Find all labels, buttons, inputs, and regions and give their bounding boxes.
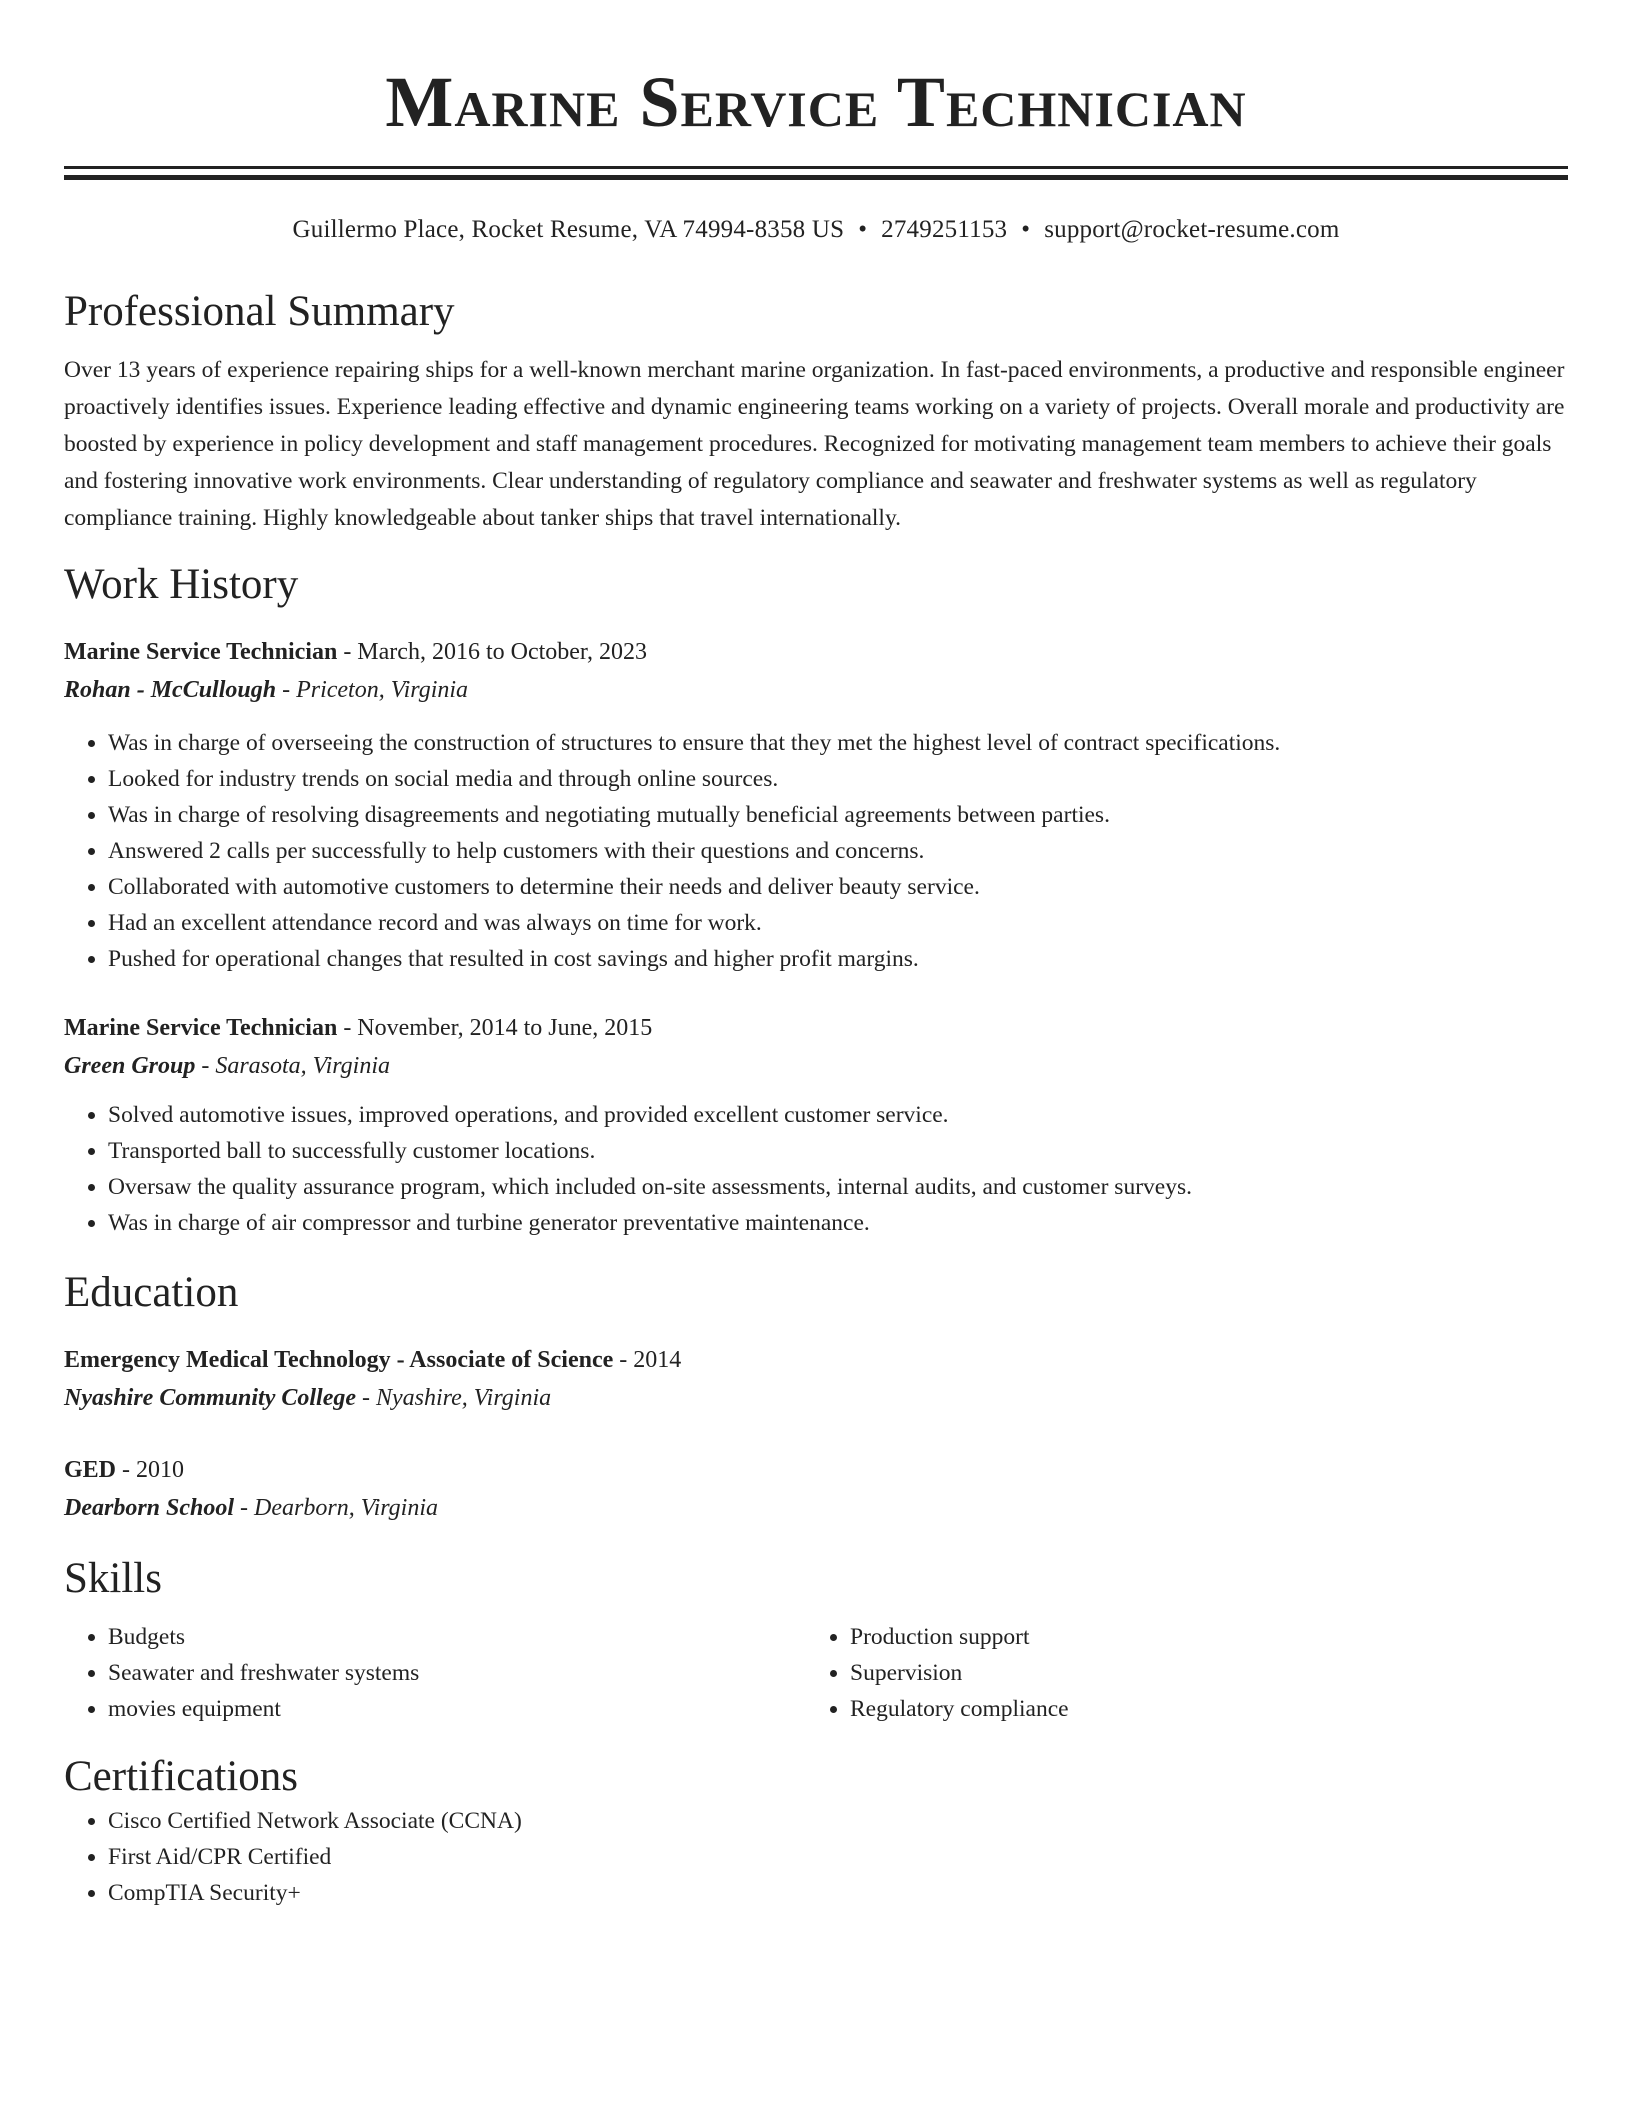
education-entry bbox=[64, 1341, 1568, 1417]
bullet-separator: • bbox=[858, 216, 868, 243]
job-header bbox=[64, 633, 1568, 671]
job-entry bbox=[64, 633, 1568, 977]
bullet-separator: • bbox=[1021, 216, 1031, 243]
education-location: - Nyashire, Virginia bbox=[356, 1385, 552, 1411]
education-header bbox=[64, 1451, 1568, 1489]
education-entry bbox=[64, 1451, 1568, 1527]
education-year: - 2014 bbox=[613, 1347, 682, 1373]
contact-address: Guillermo Place, Rocket Resume, VA 74994-8358 US bbox=[292, 216, 845, 243]
job-bullet: • Answered 2 calls per successfully to help customers with their questions and concerns. bbox=[108, 833, 1568, 869]
certifications-heading: Certifications bbox=[64, 1753, 299, 1800]
job-bullet: • Had an excellent attendance record and was always on time for work. bbox=[108, 905, 1568, 941]
education-heading: Education bbox=[64, 1269, 239, 1316]
job-location: - Priceton, Virginia bbox=[276, 677, 469, 703]
skills-grid bbox=[64, 1619, 1568, 1727]
job-employer bbox=[64, 671, 1568, 709]
job-company: Green Group bbox=[64, 1053, 196, 1079]
work-history-heading: Work History bbox=[64, 561, 299, 608]
job-entry bbox=[64, 1009, 1568, 1241]
job-bullet: • Collaborated with automotive customers to determine their needs and deliver beauty service. bbox=[108, 869, 1568, 905]
job-title: Marine Service Technician bbox=[64, 1015, 338, 1041]
job-header bbox=[64, 1009, 1568, 1047]
education-school-line bbox=[64, 1489, 1568, 1527]
summary-heading: Professional Summary bbox=[64, 288, 455, 335]
education-school: Dearborn School bbox=[64, 1495, 235, 1521]
education-header bbox=[64, 1341, 1568, 1379]
job-bullet: • Solved automotive issues, improved operations, and provided excellent customer service. bbox=[108, 1097, 1568, 1133]
skill-item: • Budgets bbox=[108, 1619, 806, 1655]
education-school-line bbox=[64, 1379, 1568, 1417]
education-degree: Emergency Medical Technology - Associate of Science bbox=[64, 1347, 614, 1373]
skill-item: • Production support bbox=[850, 1619, 1548, 1655]
job-location: - Sarasota, Virginia bbox=[195, 1053, 391, 1079]
education-location: - Dearborn, Virginia bbox=[234, 1495, 439, 1521]
certification-item: • CompTIA Security+ bbox=[108, 1875, 1568, 1911]
certification-item: • First Aid/CPR Certified bbox=[108, 1839, 1568, 1875]
header-divider-thick bbox=[64, 175, 1568, 180]
skill-item: • Supervision bbox=[850, 1655, 1548, 1691]
contact-line bbox=[64, 214, 1568, 246]
job-bullet: • Pushed for operational changes that resulted in cost savings and higher profit margins. bbox=[108, 941, 1568, 977]
job-bullets bbox=[64, 1097, 1568, 1241]
contact-email: support@rocket-resume.com bbox=[1044, 216, 1340, 243]
education-year: - 2010 bbox=[116, 1457, 185, 1483]
job-employer bbox=[64, 1047, 1568, 1085]
job-bullets bbox=[64, 725, 1568, 977]
job-title: Marine Service Technician bbox=[64, 639, 338, 665]
header-divider-thin bbox=[64, 166, 1568, 169]
skill-item: • movies equipment bbox=[108, 1691, 806, 1727]
job-bullet: • Was in charge of overseeing the construction of structures to ensure that they met the highest level of contract specifications. bbox=[108, 725, 1568, 761]
skills-heading: Skills bbox=[64, 1555, 162, 1602]
job-bullet: • Oversaw the quality assurance program, which included on-site assessments, internal audits, and customer surveys. bbox=[108, 1169, 1568, 1205]
skills-column-right bbox=[806, 1619, 1548, 1727]
certification-item: • Cisco Certified Network Associate (CCNA) bbox=[108, 1803, 1568, 1839]
job-company: Rohan - McCullough bbox=[64, 677, 277, 703]
skill-item: • Seawater and freshwater systems bbox=[108, 1655, 806, 1691]
summary-text: Over 13 years of experience repairing ships for a well-known merchant marine organization. In fast-paced environments, a productive and responsible engineer proactively identifies issues. Experience leading effective and dynamic engineering teams working on a variety of projects. Overall morale and productivity are boosted by experience in policy development and staff management procedures. Recognized for motivating management team members to achieve their goals and fostering innovative work environments. Clear understanding of regulatory compliance and seawater and freshwater systems as well as regulatory compliance training. Highly knowledgeable about tanker ships that travel internationally. bbox=[64, 357, 1565, 531]
candidate-name: Marine Service Technician bbox=[385, 62, 1247, 142]
skill-item: • Regulatory compliance bbox=[850, 1691, 1548, 1727]
education-degree: GED bbox=[64, 1457, 117, 1483]
job-dates: - March, 2016 to October, 2023 bbox=[337, 639, 647, 665]
job-bullet: • Was in charge of resolving disagreements and negotiating mutually beneficial agreements between parties. bbox=[108, 797, 1568, 833]
job-bullet: • Transported ball to successfully customer locations. bbox=[108, 1133, 1568, 1169]
contact-phone: 2749251153 bbox=[881, 216, 1008, 243]
education-school: Nyashire Community College bbox=[64, 1385, 357, 1411]
job-bullet: • Was in charge of air compressor and turbine generator preventative maintenance. bbox=[108, 1205, 1568, 1241]
skills-column-left bbox=[64, 1619, 806, 1727]
job-dates: - November, 2014 to June, 2015 bbox=[337, 1015, 653, 1041]
job-bullet: • Looked for industry trends on social media and through online sources. bbox=[108, 761, 1568, 797]
certifications-list bbox=[64, 1803, 1568, 1911]
